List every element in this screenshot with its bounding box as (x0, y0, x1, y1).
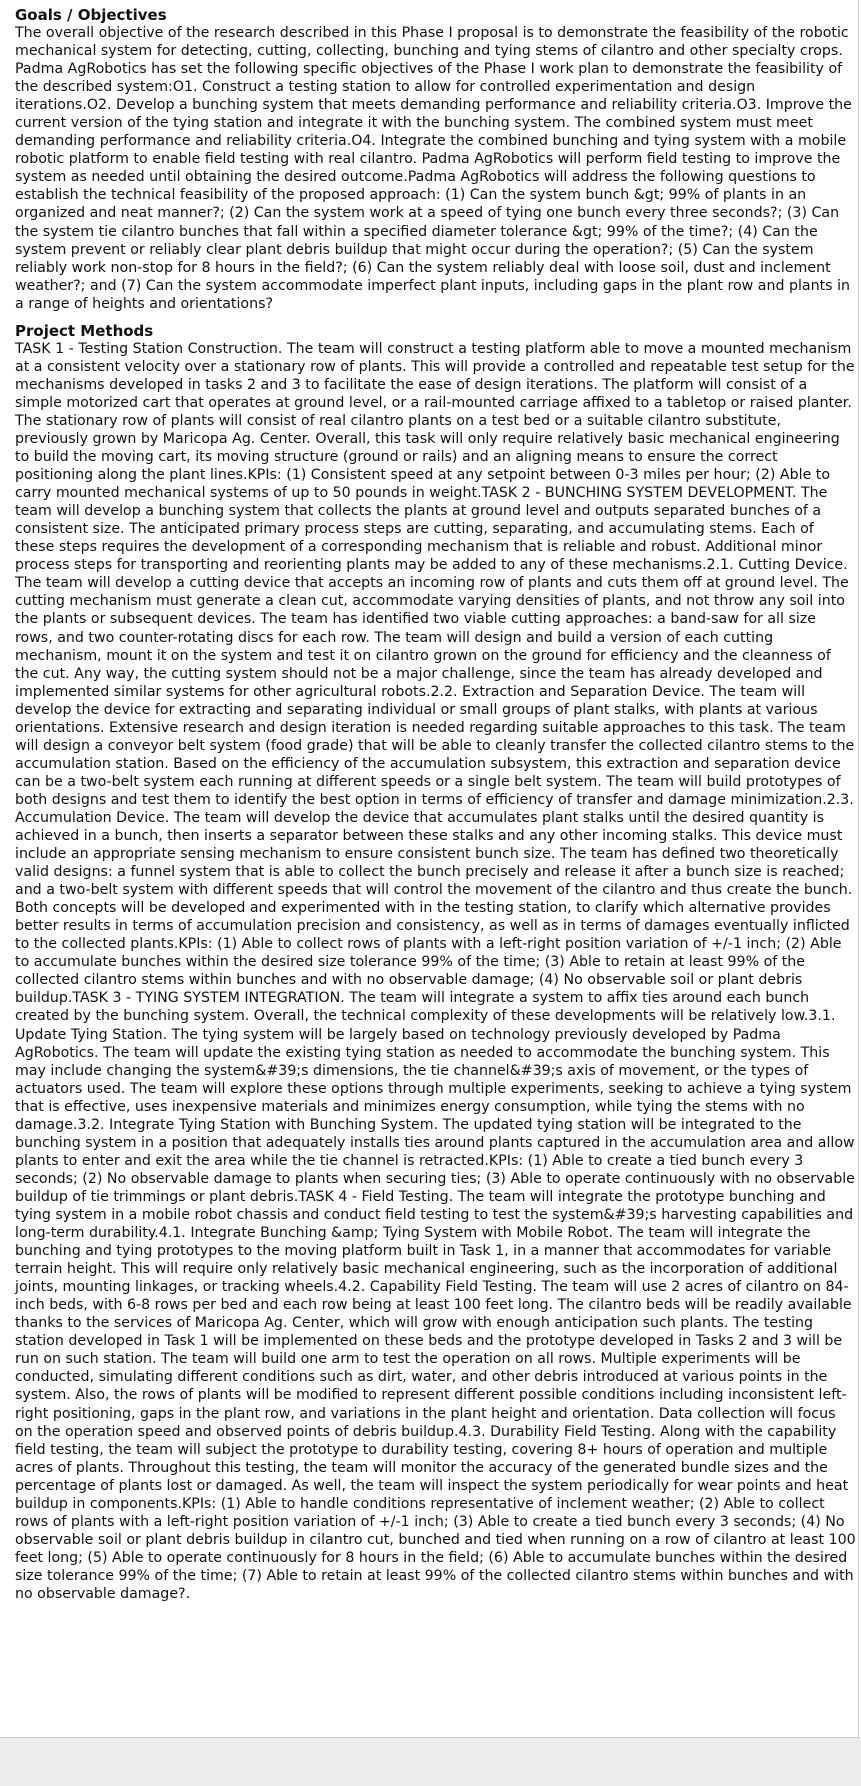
project-methods-section (15, 322, 858, 1603)
section-body-methods: TASK 1 - Testing Station Construction. The team will construct a testing platform able to move a mounted mechanism at a consistent velocity over a stationary row of plants. This will provide a controlled and repeatable test setup for the mechanisms developed in tasks 2 and 3 to facilitate the ease of design iterations. The platform will consist of a simple motorized cart that operates at ground level, or a rail-mounted carriage affixed to a tabletop or raised planter. The stationary row of plants will consist of real cilantro plants on a test bed or a suitable cilantro substitute, previously grown by Maricopa Ag. Center. Overall, this task will only require relatively basic mechanical engineering to build the moving cart, its moving structure (ground or rails) and an aligning means to ensure the correct positioning along the plant lines.KPIs: (1) Consistent speed at any setpoint between 0-3 miles per hour; (2) Able to carry mounted mechanical systems of up to 50 pounds in weight.TASK 2 - BUNCHING SYSTEM DEVELOPMENT. The team will develop a bunching system that collects the plants at ground level and outputs separated bunches of a consistent size. The anticipated primary process steps are cutting, separating, and accumulating stems. Each of these steps requires the development of a corresponding mechanism that is reliable and robust. Additional minor process steps for transporting and reorienting plants may be added to any of these mechanisms.2.1. Cutting Device. The team will develop a cutting device that accepts an incoming row of plants and cuts them off at ground level. The cutting mechanism must generate a clean cut, accommodate varying densities of plants, and not throw any soil into the plants or subsequent devices. The team has identified two viable cutting approaches: a band-saw for all size rows, and two counter-rotating discs for each row. The team will design and build a version of each cutting mechanism, mount it on the system and test it on cilantro grown on the ground for efficiency and the cleanness of the cut. Any way, the cutting system should not be a major challenge, since the team has already developed and implemented similar systems for other agricultural robots.2.2. Extraction and Separation Device. The team will develop the device for extracting and separating individual or small groups of plant stalks, with plants at various orientations. Extensive research and design iteration is needed regarding suitable approaches to this task. The team will design a conveyor belt system (food grade) that will be able to cleanly transfer the collected cilantro stems to the accumulation station. Based on the efficiency of the accumulation subsystem, this extraction and separation device can be a two-belt system each running at different speeds or a single belt system. The team will build prototypes of both designs and test them to identify the best option in terms of efficiency of transfer and damage minimization.2.3. Accumulation Device. The team will develop the device that accumulates plant stalks until the desired quantity is achieved in a bunch, then inserts a separator between these stalks and any other incoming stalks. This device must include an appropriate sensing mechanism to ensure consistent bunch size. The team has defined two theoretically valid designs: a funnel system that is able to collect the bunch precisely and release it after a bunch size is reached; and a two-belt system with different speeds that will control the movement of the cilantro and thus create the bunch. Both concepts will be developed and experimented with in the testing station, to clarify which alternative provides better results in terms of accumulation precision and consistency, as well as in terms of damages eventually inflicted to the collected plants.KPIs: (1) Able to collect rows of plants with a left-right position variation of +/-1 inch; (2) Able to accumulate bunches within the desired size tolerance 99% of the time; (3) Able to retain at least 99% of the collected cilantro stems within bunches and with no observable damage; (4) No observable soil or plant debris buildup.TASK 3 - TYING SYSTEM INTEGRATION. The team will integrate a system to affix ties around each bunch created by the bunching system. Overall, the technical complexity of these developments will be relatively low.3.1. Update Tying Station. The tying system will be largely based on technology previously developed by Padma AgRobotics. The team will update the existing tying station as needed to accommodate the bunching system. This may include changing the system&#39;s dimensions, the tie channel&#39;s axis of movement, or the types of actuators used. The team will explore these options through multiple experiments, seeking to achieve a tying system that is effective, uses inexpensive materials and minimizes energy consumption, while tying the stems with no damage.3.2. Integrate Tying Station with Bunching System. The updated tying station will be integrated to the bunching system in a position that adequately installs ties around plants captured in the accumulation area and allow plants to enter and exit the area while the tie channel is retracted.KPIs: (1) Able to create a tied bunch every 3 seconds; (2) No observable damage to plants when securing ties; (3) Able to operate continuously with no observable buildup of tie trimmings or plant debris.TASK 4 - Field Testing. The team will integrate the prototype bunching and tying system in a mobile robot chassis and conduct field testing to test the system&#39;s harvesting capabilities and long-term durability.4.1. Integrate Bunching &amp; Tying System with Mobile Robot. The team will integrate the bunching and tying prototypes to the moving platform built in Task 1, in a manner that accommodates for variable terrain height. This will require only relatively basic mechanical engineering, such as the incorporation of additional joints, mounting linkages, or tracking wheels.4.2. Capability Field Testing. The team will use 2 acres of cilantro on 84-inch beds, with 6-8 rows per bed and each row being at least 100 feet long. The cilantro beds will be readily available thanks to the services of Maricopa Ag. Center, which will grow with enough anticipation such plants. The testing station developed in Task 1 will be implemented on these beds and the prototype developed in Tasks 2 and 3 will be run on such station. The team will build one arm to test the operation on all rows. Multiple experiments will be conducted, simulating different conditions such as dirt, water, and other debris introduced at various points in the system. Also, the rows of plants will be modified to represent different possible conditions including inconsistent left-right positioning, gaps in the plant row, and variations in the plant height and orientation. Data collection will focus on the operation speed and observed points of debris buildup.4.3. Durability Field Testing. Along with the capability field testing, the team will subject the prototype to durability testing, covering 8+ hours of operation and multiple acres of plants. Throughout this testing, the team will monitor the accuracy of the generated bundle sizes and the percentage of plants lost or damaged. As well, the team will inspect the system periodically for wear points and heat buildup in components.KPIs: (1) Able to handle conditions representative of inclement weather; (2) Able to collect rows of plants with a left-right position variation of +/-1 inch; (3) Able to create a tied bunch every 3 seconds; (4) No observable soil or plant debris buildup in cilantro cut, bunched and tied when running on a row of cilantro at least 100 feet long; (5) Able to operate continuously for 8 hours in the field; (6) Able to accumulate bunches within the desired size tolerance 99% of the time; (7) Able to retain at least 99% of the collected cilantro stems within bunches and with no observable damage?. (15, 340, 856, 1602)
section-body-goals: The overall objective of the research described in this Phase I proposal is to demonstrate the feasibility of the robotic mechanical system for detecting, cutting, collecting, bunching and tying stems of cilantro and other specialty crops. Padma AgRobotics has set the following specific objectives of the Phase I work plan to demonstrate the feasibility of the described system:O1. Construct a testing station to allow for controlled experimentation and design iterations.O2. Develop a bunching system that meets demanding performance and reliability criteria.O3. Improve the current version of the tying station and integrate it with the bunching system. The combined system must meet demanding performance and reliability criteria.O4. Integrate the combined bunching and tying system with a mobile robotic platform to enable field testing with real cilantro. Padma AgRobotics will perform field testing to improve the system as needed until obtaining the desired outcome.Padma AgRobotics will address the following questions to establish the technical feasibility of the proposed approach: (1) Can the system bunch &gt; 99% of plants in an organized and neat manner?; (2) Can the system work at a speed of tying one bunch every three seconds?; (3) Can the system tie cilantro bunches that fall within a specified diameter tolerance &gt; 99% of the time?; (4) Can the system prevent or reliably clear plant debris buildup that might occur during the operation?; (5) Can the system reliably work non-stop for 8 hours in the field?; (6) Can the system reliably deal with loose soil, dust and inclement weather?; and (7) Can the system accommodate imperfect plant inputs, including gaps in the plant row and plants in a range of heights and orientations? (15, 25, 852, 312)
footer-bar (0, 1738, 861, 1786)
section-heading-goals: Goals / Objectives (15, 6, 167, 24)
goals-objectives-section (15, 6, 858, 313)
section-heading-methods: Project Methods (15, 321, 154, 340)
